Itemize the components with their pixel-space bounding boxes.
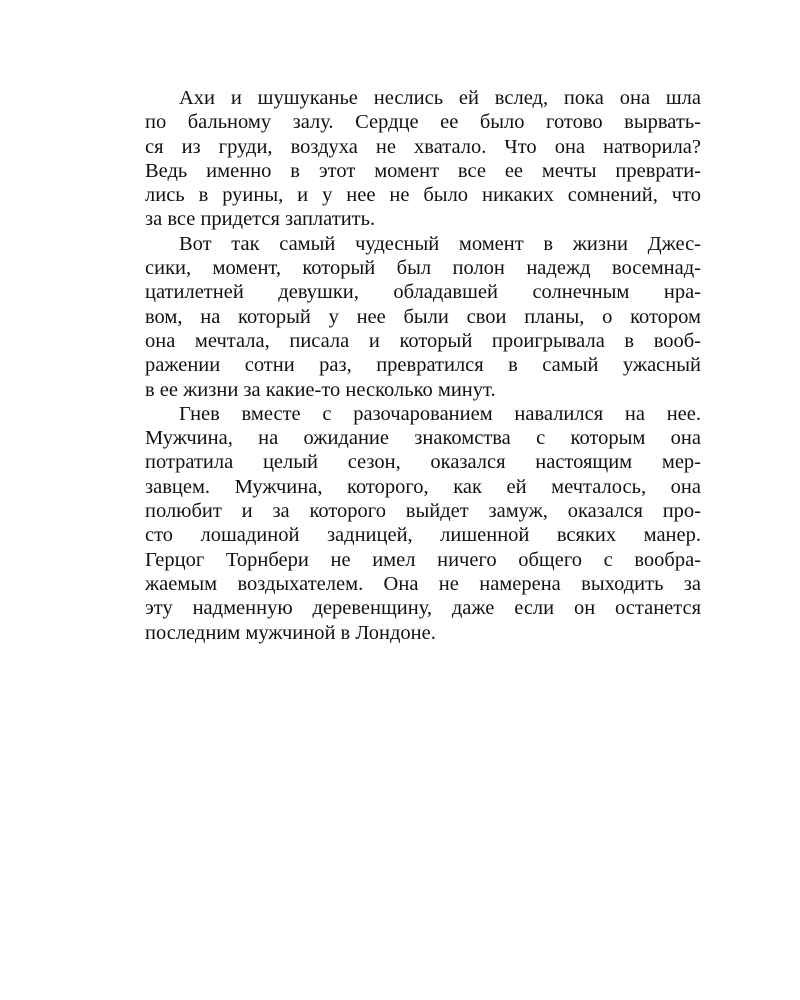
text-line: Мужчина, на ожидание знакомства с которым она [145, 427, 701, 450]
paragraph-3 [145, 402, 701, 645]
text-line: цатилетней девушки, обладавшей солнечным нра- [145, 281, 701, 304]
text-line: вом, на который у нее были свои планы, о котором [145, 305, 701, 328]
text-line: эту надменную деревенщину, даже если он останется [145, 597, 701, 620]
text-line: сики, момент, который был полон надежд восемнад- [145, 257, 701, 280]
text-line: за все придется заплатить. [145, 208, 376, 231]
text-line: по бальному залу. Сердце ее было готово вырвать- [145, 111, 701, 134]
text-line: полюбит и за которого выйдет замуж, оказался про- [145, 500, 701, 523]
text-line: Гнев вместе с разочарованием навалился на нее. [179, 402, 701, 425]
paragraph-2 [145, 232, 701, 402]
text-line: она мечтала, писала и который проигрывала в вооб- [145, 329, 701, 352]
text-line: потратила целый сезон, оказался настоящим мер- [145, 451, 701, 474]
paragraph-1 [145, 86, 701, 232]
text-line: сто лошадиной задницей, лишенной всяких манер. [145, 524, 701, 547]
text-line: жаемым воздыхателем. Она не намерена выходить за [145, 572, 701, 595]
body-text [145, 86, 701, 645]
text-line: последним мужчиной в Лондоне. [145, 621, 436, 644]
text-line: завцем. Мужчина, которого, как ей мечталось, она [145, 475, 701, 498]
text-line: Герцог Торнбери не имел ничего общего с вообра- [145, 548, 701, 571]
text-line: ся из груди, воздуха не хватало. Что она натворила? [145, 135, 701, 158]
text-line: в ее жизни за какие-то несколько минут. [145, 378, 496, 401]
text-line: Ведь именно в этот момент все ее мечты преврати- [145, 159, 701, 182]
text-line: ражении сотни раз, превратился в самый ужасный [145, 354, 701, 377]
text-line: Ахи и шушуканье неслись ей вслед, пока она шла [179, 87, 701, 109]
text-line: лись в руины, и у нее не было никаких сомнений, что [145, 184, 701, 207]
text-line: Вот так самый чудесный момент в жизни Джес- [179, 232, 701, 255]
